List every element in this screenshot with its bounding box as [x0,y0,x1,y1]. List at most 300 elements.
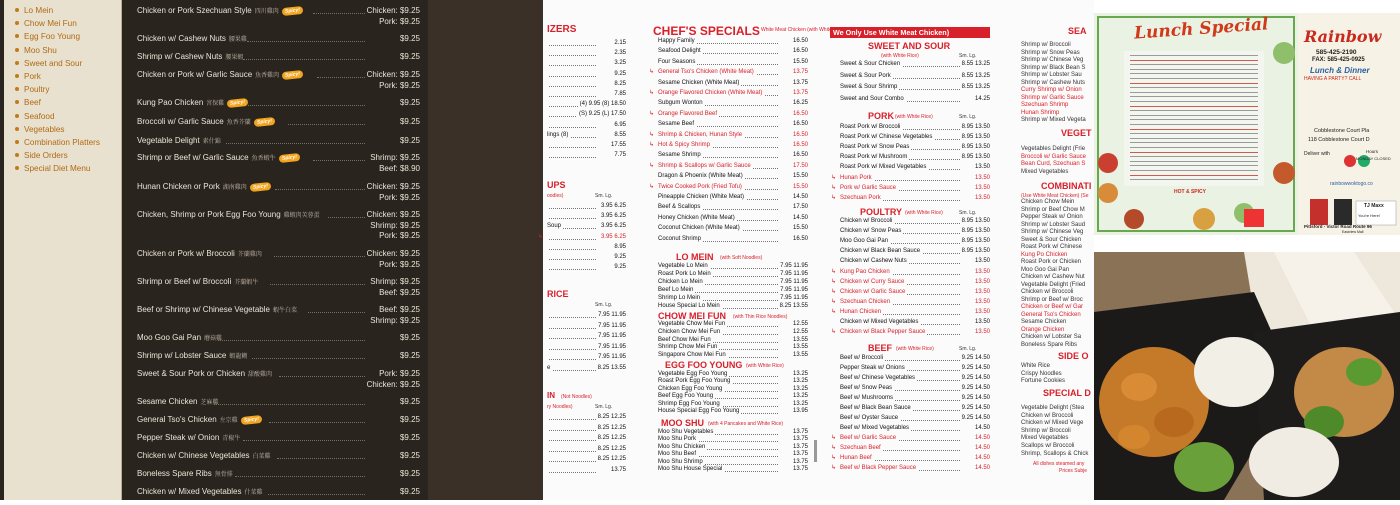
menu-image-row-price: 7.95 11.95 [598,354,626,360]
dotted-leader [547,45,596,46]
menu-image-row-name: Shrimp w/ Lobster Sau [1021,72,1082,78]
menu-image-row-name: Shrimp w/ Chinese Veg [1021,229,1084,235]
menu-image-row-name: Scallops w/ Broccoli [1021,443,1075,449]
menu-item-price: Shrimp: $9.25 [370,315,420,325]
menu-item[interactable] [137,433,420,444]
menu-image-row [831,278,990,287]
menu-image-row [547,243,626,252]
menu-item-price: $9.25 [399,433,420,442]
menu-image-row-name: Chicken Chow Mein [1021,199,1075,205]
menu-image-row-price: 9.25 [614,70,626,77]
menu-item-price: $9.25 [399,397,420,406]
menu-item-price: $9.25 [399,469,420,478]
dotted-leader [547,328,596,329]
menu-image-row-name: Curry Shrimp w/ Onion [1021,87,1082,93]
spicy-pepper-icon: ↳ [831,308,837,315]
flyer-item-line [1130,133,1258,134]
menu-image-row-name: Chicken w/ Broccoli [1021,289,1074,295]
section-sub: (with White Rice) [896,346,934,352]
menu-image-row-name: Sweet and Sour Combo [840,95,904,102]
menu-image-row-price: 8.95 13.50 [961,124,990,130]
sidebar-item-label[interactable]: Side Orders [24,151,68,161]
menu-image-row-price: 13.95 [792,408,808,414]
menu-image-row-price: 15.50 [792,58,808,65]
menu-item-price: Pork: $9.25 [379,192,420,202]
dotted-leader [547,96,596,97]
menu-item[interactable] [137,98,420,109]
size-labels: Sm. Lg. [959,114,977,120]
menu-item-name [137,277,258,286]
menu-item-name [137,351,247,360]
menu-image-row-name: Boneless Spare Ribs [1021,341,1078,348]
spicy-pepper-icon: ↳ [831,194,837,201]
flyer-item-line [1130,69,1258,70]
menu-item[interactable] [137,469,420,480]
menu-item[interactable] [137,136,420,147]
menu-item-title: Pepper Steak w/ Onion [137,433,220,442]
menu-image-row [840,60,990,69]
menu-image-row-name: Singapore Chow Mei Fun [658,352,726,359]
menu-image-row-name: e [547,364,551,371]
flyer-item-line [1130,64,1258,65]
menu-image-row-name: Beef w/ Mixed Vegetables [840,425,910,431]
menu-image-row-name: Sesame Beef [658,121,695,128]
dotted-leader [226,143,365,144]
sidebar-item-pork[interactable] [4,70,121,83]
menu-image-row-price: 13.75 [610,466,626,473]
menu-image-row-price: 3.95 6.25 [600,213,626,220]
category-list [4,0,121,175]
flyer-monday: MONDAY CLOSED [1356,156,1391,161]
dotted-leader [547,370,596,371]
menu-image-row-name [547,81,549,87]
menu-item-name [137,6,303,15]
spicy-pepper-icon: ↳ [831,435,837,441]
spicy-pepper-icon: ↳ [649,183,655,190]
menu-image-row-price: 9.25 14.50 [961,385,990,391]
menu-image-row-name: Honey Chicken (White Meat) [658,214,735,221]
dotted-leader [547,269,596,270]
bullet-icon [15,21,19,25]
flyer-hours: Hours [1366,149,1379,154]
sidebar-item-sweet-and-sour[interactable] [4,57,121,70]
sidebar-item-egg-foo-young[interactable] [4,30,121,43]
menu-item-chinese-name: 白菜雞 [252,454,271,460]
menu-item-chinese-name: 湖南雞肉 [222,185,247,191]
menu-image-row [547,353,626,362]
menu-item-chinese-name: 素什錦 [202,139,221,145]
bullet-icon [15,87,19,91]
menu-image-row-name [547,344,549,350]
dotted-leader [317,77,365,78]
menu-image-row [840,95,990,104]
menu-image-row-name: Shrimp, Scallops & Chick [1021,450,1089,457]
menu-image-row-name: Soup [547,223,562,230]
menu-item-chinese-name: 腰果蝦 [225,55,244,61]
flyer-address-2: 118 Cobblestone Court D [1308,137,1370,143]
menu-image-row-name: Kung Po Chicken [1021,251,1068,258]
dotted-leader [547,218,596,219]
menu-item-name [137,305,297,314]
flyer-fax: FAX: 585-425-0925 [1312,57,1365,63]
section-heading-side-orders: SIDE O [1058,351,1089,361]
spicy-badge: Spicy! [240,414,262,424]
food-dish-icon [1193,208,1215,230]
menu-image-row-name [547,203,549,209]
menu-item-chinese-name: 雞蝦肉芙蓉蛋 [283,213,320,219]
menu-image-row [840,123,990,132]
section-sub: White Meat Chicken (with White Rice) [761,27,845,33]
spicy-pepper-icon: ↳ [831,268,837,275]
menu-image-row-price: 13.50 [974,258,990,265]
menu-image-row-name [547,152,549,158]
dotted-leader [547,472,596,473]
menu-item-price: Chicken: $9.25 [366,70,420,79]
section-heading-seafood: SEA [1068,26,1087,36]
menu-item-name [137,52,243,61]
spicy-pepper-icon: ↳ [831,174,837,181]
menu-image-row-price: 14.25 [974,95,990,102]
menu-image-row-name: Sesame Chicken [1021,319,1067,325]
sidebar-item-label[interactable]: Beef [24,98,41,108]
spicy-pepper-icon: ↳ [831,184,837,191]
menu-item[interactable] [137,369,420,390]
menu-item-title: Broccoli w/ Garlic Sauce [137,117,224,126]
flyer-item-line [1130,142,1258,143]
menu-image-row-price: 8.55 13.25 [961,84,990,90]
dotted-leader [268,494,365,495]
menu-image-row-name: Vegetable Delight (Fried [1021,281,1086,288]
menu-item-title: Chicken or Pork w/ Garlic Sauce [137,70,253,79]
menu-image-row [658,99,808,108]
flyer-item-line [1130,60,1258,61]
menu-item[interactable] [137,6,420,27]
dotted-leader [218,340,365,341]
menu-item[interactable] [137,182,420,203]
bullet-icon [15,100,19,104]
menu-image-row-name [547,244,549,250]
menu-image-row-price: 16.50 [792,48,808,55]
menu-item[interactable] [137,305,420,326]
sidebar-item-label[interactable]: Moo Shu [24,45,57,55]
menu-image-row-name: Roast Pork w/ Mixed Vegetables [840,164,927,171]
menu-item-title: Chicken, Shrimp or Pork Egg Foo Young [137,210,281,219]
menu-image-row-price: 15.50 [792,183,808,190]
menu-image-row-price: 13.50 [974,278,990,285]
menu-item-name [137,333,222,342]
flyer-item-line [1130,101,1258,102]
menu-item-title: Chicken or Pork Szechuan Style [137,6,252,15]
menu-image-row-name: Chicken w/ Broccoli [840,218,893,224]
menu-item-price: Beef: $8.90 [379,163,420,173]
menu-item-name [137,70,303,79]
menu-image-row [840,72,990,81]
menu-image-row-name: Roast Pork w/ Snow Peas [840,144,910,151]
menu-image-row-price: 9.25 [614,254,626,260]
section-heading-appetizers: IZERS [547,24,577,35]
menu-item-price: $9.25 [399,52,420,61]
menu-image-row-name [547,467,549,473]
menu-image-row-price: 8.95 13.50 [961,248,990,255]
flyer-party: HAVING A PARTY? CALL [1304,76,1362,82]
menu-image-row [658,351,808,360]
sidebar-item-label[interactable]: Poultry [24,85,50,95]
flyer-road: Pittsford - Victor Road Route 96 [1304,224,1372,229]
menu-image-row-name: Chicken Lo Mein [658,278,703,285]
orange-chicken [1099,347,1209,457]
menu-image-row [547,343,626,352]
menu-image-row-price: 13.50 [974,184,990,191]
menu-image-row [547,131,626,140]
menu-image-row-name: Chicken w/ Lobster Sa [1021,334,1082,340]
food-dish-icon [1098,183,1118,203]
menu-image-row-price: 8.25 12.25 [597,456,626,462]
menu-item-title: Moo Goo Gai Pan [137,333,202,342]
menu-image-row-price: 6.95 [614,121,626,128]
menu-image-row-name [547,122,549,128]
sidebar-item-seafood[interactable] [4,110,121,123]
menu-item-chinese-name: 無骨排 [214,472,233,478]
dotted-leader [214,404,365,405]
menu-image-row-name: Shrimp w/ Black Bean S [1021,64,1086,71]
menu-image-row [840,237,990,246]
menu-image-row-price: 3.95 6.25 [600,233,626,240]
menu-image-row-name: Beef w/ Black Pepper Sauce [840,465,917,471]
dotted-leader [547,430,596,431]
menu-image-row-name: Hunan Pork [840,174,872,181]
sidebar-item-special-diet-menu[interactable] [4,162,121,175]
menu-image-row-name: Moo Shu Shrimp [658,458,703,465]
menu-image-row-price: 13.75 [792,466,808,472]
sidebar-item-label[interactable]: Sweet and Sour [24,58,83,68]
menu-image-row [840,354,990,363]
size-labels: Sm. Lg. [959,53,977,59]
menu-image-row [547,121,626,130]
menu-item[interactable] [137,249,420,270]
sidebar-item-combination-platters[interactable] [4,136,121,149]
sidebar-item-moo-shu[interactable] [4,44,121,57]
menu-image-row-price: 13.25 [792,393,808,400]
menu-image-row-name [547,101,549,107]
menu-item[interactable] [137,52,420,63]
menu-item-price: Shrimp: $9.25 [370,277,420,286]
menu-image-row-name: House Special Egg Foo Young [658,408,740,414]
menu-image-row [658,120,808,129]
sidebar-item-lo-mein[interactable] [4,4,121,17]
flyer-item-line [1130,129,1258,130]
menu-image-row [649,131,808,140]
sidebar-item-label[interactable]: Chow Mei Fun [24,19,77,29]
dotted-leader [547,147,596,148]
section-sub: (Not Noodles) [561,394,592,400]
menu-image-row-name: Pepper Steak w/ Onions [840,365,905,371]
dotted-leader [247,41,365,42]
menu-item[interactable] [137,487,420,498]
menu-image-row [538,233,626,242]
menu-item-chinese-name: 芥蘭雞肉 [237,252,262,258]
bullet-icon [15,127,19,131]
menu-item[interactable] [137,117,420,128]
menu-image-row-name [547,425,549,431]
menu-item[interactable] [137,277,420,298]
menu-image-row-price: 9.25 14.50 [961,395,990,401]
menu-image-row-price: 9.25 14.50 [961,365,990,371]
menu-image-row-name [547,456,549,462]
menu-image-row-name [547,446,549,452]
menu-item-price: Beef: $9.25 [379,305,420,314]
menu-image-row-price: 13.55 [792,352,808,359]
flyer-title: Lunch Special [1133,14,1270,44]
menu-image-row-price: 16.50 [792,235,808,242]
dotted-leader [235,476,365,477]
menu-image-row-name: Coconut Chicken (White Meat) [658,225,740,232]
menu-image-row-price: 8.95 13.50 [961,144,990,151]
sidebar-item-poultry[interactable] [4,83,121,96]
menu-image-row-price: 13.50 [974,194,990,201]
menu-item[interactable] [137,351,420,362]
menu-image-row-price: 7.95 11.95 [780,270,808,277]
menu-image-row-price: 15.50 [792,173,808,180]
menu-image-row-name: Mixed Vegetables [1021,435,1069,442]
flyer-item-line [1130,175,1258,176]
menu-image-row-name [547,213,549,219]
sidebar-item-label[interactable]: Egg Foo Young [24,32,80,42]
menu-item-name [137,117,275,126]
menu-image-row-name: Four Seasons [658,58,696,65]
menu-item[interactable] [137,153,420,174]
flyer-item-line [1130,179,1258,180]
menu-image-row-price: 13.55 [792,336,808,343]
menu-image-row-price: 8.25 12.25 [597,445,626,452]
spicy-pepper-icon: ↳ [649,90,655,96]
menu-image-row-price: 13.75 [792,451,808,458]
menu-image-row-price: 13.75 [792,69,808,76]
menu-item-title: Vegetable Delight [137,136,200,145]
menu-item-name [137,397,219,406]
sidebar-item-label[interactable]: Pork [24,71,41,81]
sidebar-item-label[interactable]: Combination Platters [24,137,100,147]
menu-image-row [547,222,626,231]
menu-image-row-name: Chicken w/ Mixed Vegetables [840,319,919,325]
menu-image-row [831,454,990,463]
photo-panel [1094,0,1400,500]
menu-item[interactable] [137,451,420,462]
menu-image-row-price: 16.50 [792,142,808,148]
sidebar-item-chow-mei-fun[interactable] [4,17,121,30]
bullet-icon [15,61,19,65]
size-labels: Sm. Lg. [595,404,613,410]
menu-item[interactable] [137,34,420,45]
menu-image-row [840,414,990,423]
sidebar-item-label[interactable]: Special Diet Menu [24,164,91,174]
dotted-leader [547,65,596,66]
menu-image-row-price: 2.35 [614,50,626,57]
menu-image-row-price: 8.95 13.50 [961,134,990,141]
menu-image-row [658,302,808,311]
menu-image-row-price: 7.85 [614,91,626,97]
menu-item[interactable] [137,397,420,408]
dotted-leader [547,249,596,250]
menu-image-row [840,364,990,373]
flyer-item-line [1130,156,1258,157]
dotted-leader [270,284,365,285]
spicy-pepper-icon: ↳ [831,465,837,471]
sidebar-item-vegetables[interactable] [4,123,121,136]
menu-image-row [658,407,808,416]
menu-image-row-price: 9.25 14.50 [961,415,990,421]
menu-image-row-name [547,111,549,117]
menu-image-row-price: 7.95 11.95 [598,322,626,329]
menu-image-row [840,163,990,172]
menu-image-row-price: 8.25 12.25 [597,424,626,431]
sidebar-item-label[interactable]: Seafood [24,111,55,121]
sidebar-item-label[interactable]: Lo Mein [24,6,54,15]
menu-image-row-price: 8.95 [614,243,626,250]
menu-item-price: Chicken: $9.25 [366,6,420,15]
section-heading-soups: UPS [547,180,566,190]
spicy-pepper-icon: ↳ [649,131,655,138]
menu-image-row-name: Twice Cooked Pork (Fried Tofu) [658,183,742,190]
menu-image-row-name: Beef Chow Mei Fun [658,336,711,343]
menu-item-chinese-name: 芥蘭蝦牛 [234,280,259,286]
menu-image-row [649,110,808,119]
menu-item[interactable] [137,210,420,242]
menu-image-row [840,404,990,413]
menu-item-chinese-name: 腰果雞 [228,37,247,43]
menu-image-row-name: Szechuan Chicken [840,298,891,305]
menu-image-row-name: Dragon & Phoenix (White Meat) [658,173,743,180]
section-heading-lo-mein: LO MEIN [676,252,714,262]
menu-image-row-name: Shrimp or Beef Chow M [1021,206,1085,213]
menu-image-row-price: 16.50 [792,121,808,128]
spicy-badge: Spicy! [253,116,275,126]
menu-item-list [130,0,428,500]
menu-item[interactable] [137,415,420,426]
dotted-leader [547,55,596,56]
menu-image-row-name: Roast Pork w/ Broccoli [840,124,901,130]
restaurant-site-panel [0,0,543,500]
footer-note: All dishes steamed any [1033,461,1085,467]
section-sub: (with White Rice) [881,53,919,59]
menu-image-row-name: Hunan Shrimp [1021,109,1060,116]
menu-image-row [547,455,626,464]
dotted-leader [547,349,596,350]
menu-item[interactable] [137,70,420,91]
section-heading-moo-shu: MOO SHU [661,418,705,428]
section-heading-pork: PORK [868,111,895,121]
menu-item[interactable] [137,333,420,344]
sidebar-item-side-orders[interactable] [4,149,121,162]
menu-image-row [547,110,626,119]
menu-image-row-price: 13.50 [974,174,990,181]
flyer-here: You're Here! [1358,213,1380,218]
flyer-item-line [1130,119,1258,120]
menu-item-title: Sweet & Sour Pork or Chicken [137,369,246,378]
menu-image-row-name [547,50,549,56]
spicy-pepper-icon: ↳ [649,142,655,148]
dotted-leader [547,440,596,441]
menu-image-row [831,444,990,453]
sidebar-item-beef[interactable] [4,96,121,109]
dotted-leader [313,160,365,161]
section-sub: (with White Rice) [746,363,784,369]
sidebar-item-label[interactable]: Vegetables [24,124,65,134]
menu-image-row-name: Moo Goo Gai Pan [840,238,889,245]
menu-item-title: Shrimp or Beef w/ Broccoli [137,277,232,286]
size-labels: Sm. Lg. [595,193,613,199]
menu-image-row-name: Shrimp w/ Mixed Vegeta [1021,117,1086,123]
menu-image-row-name: Szechuan Shrimp [1021,102,1069,108]
